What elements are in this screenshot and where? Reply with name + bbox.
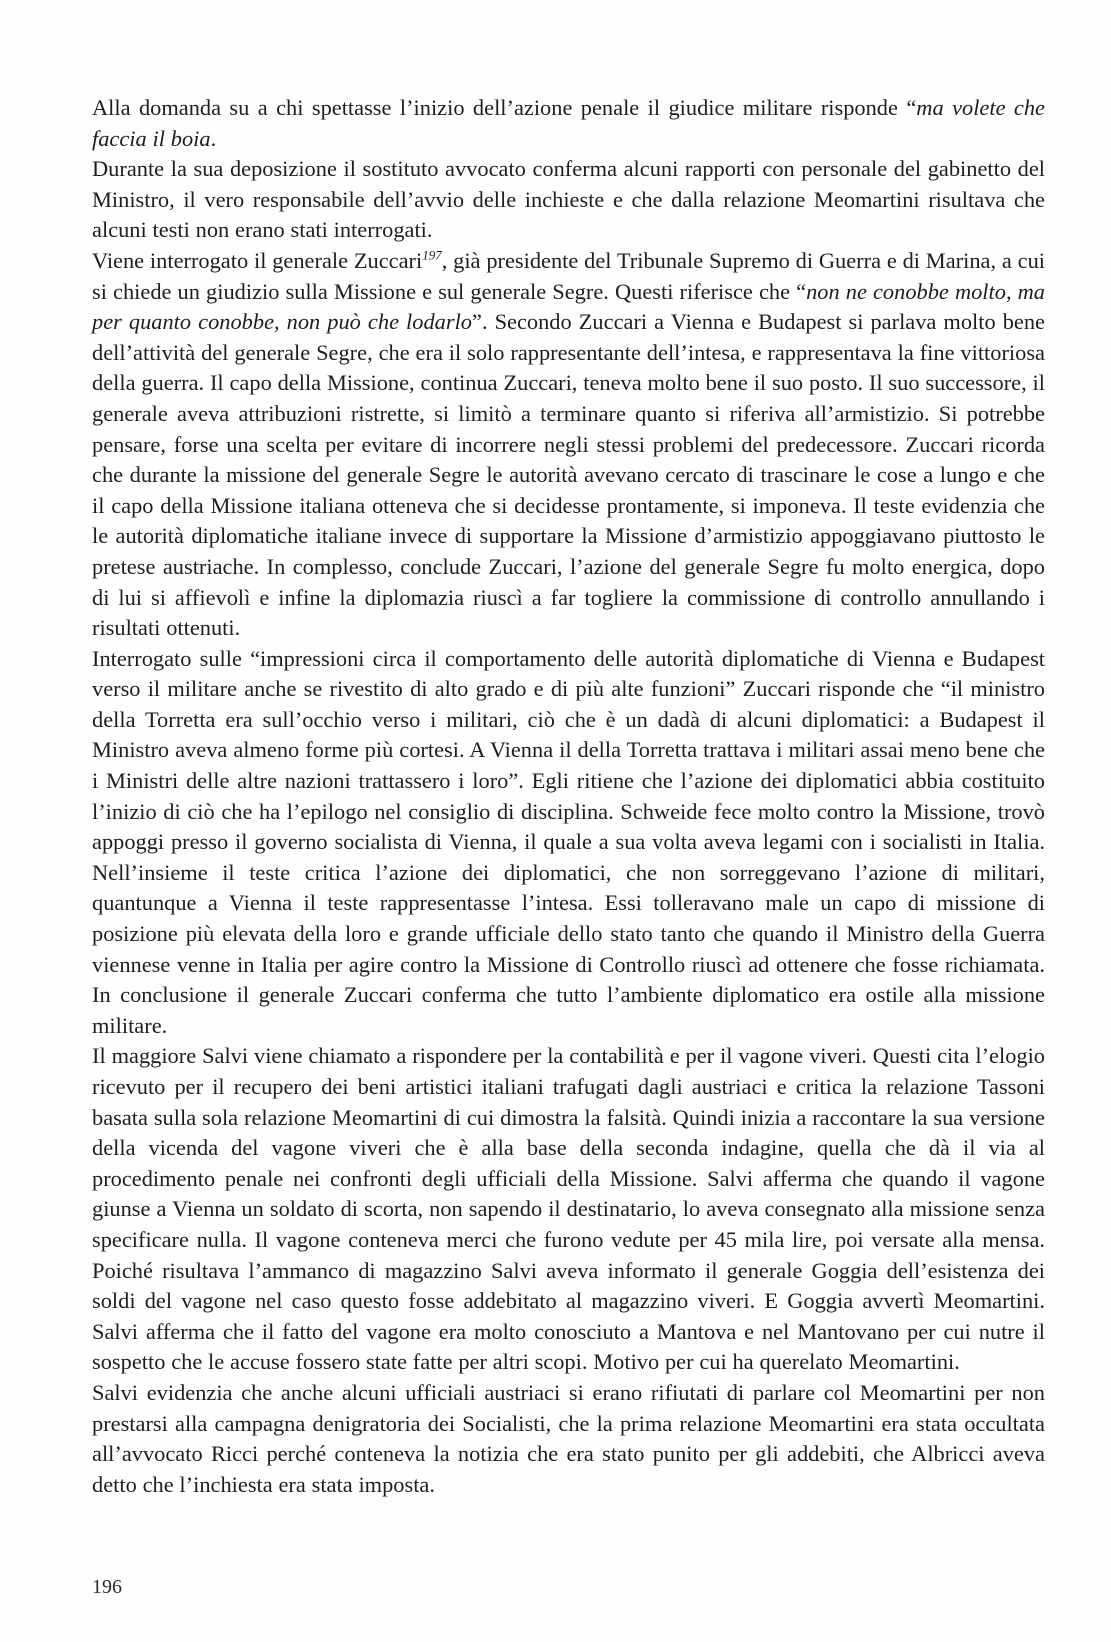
paragraph-1-quote: ma volete che faccia il boia — [92, 95, 1045, 151]
paragraph-3-text-a: Viene interrogato il generale Zuccari — [92, 247, 423, 273]
paragraph-4: Interrogato sulle “impressioni circa il comportamento delle autorità diplomatiche di Vienna e Budapest verso il militare anche se rivestito di alto grado e di più alte funzioni” Zuccari risponde che “il ministro della Torretta era sull’occhio verso i militari, ciò che è un dadà di alcuni diplomatici: a Budapest il Ministro aveva almeno forme più cortesi. A Vienna il della Torretta trattava i militari assai meno bene che i Ministri delle altre nazioni trattassero i loro”. Egli ritiene che l’azione dei diplomatici abbia costituito l’inizio di ciò che ha l’epilogo nel consiglio di disciplina. Schweide fece molto contro la Missione, trovò appoggi presso il governo socialista di Vienna, il quale a sua volta aveva legami con i socialisti in Italia. Nell’insieme il teste critica l’azione dei diplomatici, che non sorreggevano l’azione di militari, quantunque a Vienna il teste rappresentasse l’intesa. Essi tolleravano male un capo di missione di posizione più elevata della loro e grande ufficiale dello stato tanto che quando il Ministro della Guerra viennese venne in Italia per agire contro la Missione di Controllo riuscì ad ottenere che fosse richiamata. In conclusione il generale Zuccari conferma che tutto l’ambiente diplomatico era ostile alla missione militare. — [92, 645, 1045, 1038]
paragraph-5: Il maggiore Salvi viene chiamato a rispondere per la contabilità e per il vagone viveri. Questi cita l’elogio ricevuto per il recupero dei beni artistici italiani trafugati dagli austriaci e critica la relazione Tassoni basata sulla sola relazione Meomartini di cui dimostra la falsità. Quindi inizia a raccontare la sua versione della vicenda del vagone viveri che è alla base della seconda indagine, quella che dà il via al procedimento penale nei confronti degli ufficiali della Missione. Salvi afferma che quando il vagone giunse a Vienna un soldato di scorta, non sapendo il destinatario, lo aveva consegnato alla missione senza specificare nulla. Il vagone conteneva merci che furono vedute per 45 mila lire, poi versate alla mensa. Poiché risultava l’ammanco di magazzino Salvi aveva informato il generale Goggia dell’esistenza dei soldi del vagone nel caso questo fosse addebitato al magazzino viveri. E Goggia avvertì Meomartini. Salvi afferma che il fatto del vagone era molto conosciuto a Mantova e nel Mantovano per cui nutre il sospetto che le accuse fossero state fatte per altri scopi. Motivo per cui ha querelato Meomartini. — [92, 1043, 1045, 1375]
paragraph-3-text-b: , già presidente del Tribunale Supremo di Guerra e di Marina, a cui si chiede un giudizio sulla Missione e sul generale Segre. Questi riferisce che “ — [92, 247, 1045, 304]
paragraph-3 — [92, 246, 1045, 644]
paragraph-2: Durante la sua deposizione il sostituto avvocato conferma alcuni rapporti con personale del gabinetto del Ministro, il vero responsabile dell’avvio delle inchieste e che dalla relazione Meomartini risultava che alcuni testi non erano stati interrogati. — [92, 156, 1045, 243]
paragraph-1-text-a: Alla domanda su a chi spettasse l’inizio dell’azione penale il giudice militare risponde “ — [92, 95, 917, 120]
paragraph-1 — [92, 93, 1045, 154]
paragraph-3-text-c: ”. Secondo Zuccari a Vienna e Budapest si parlava molto bene dell’attività del generale Segre, che era il solo rappresentante dell’intesa, e rappresentava la fine vittoriosa della guerra. Il capo della Missione, continua Zuccari, teneva molto bene il suo posto. Il suo successore, il generale aveva attribuzioni ristrette, si limitò a terminare quanto si riferiva all’armistizio. Si potrebbe pensare, forse una scelta per evitare di incorrere negli stessi problemi del predecessore. Zuccari ricorda che durante la missione del generale Segre le autorità avevano cercato di trascinare le cose a lungo e che il capo della Missione italiana otteneva che si decidesse prontamente, si imponeva. Il teste evidenzia che le autorità diplomatiche italiane invece di supportare la Missione d’armistizio appoggiavano piuttosto le pretese austriache. In complesso, conclude Zuccari, l’azione del generale Segre fu molto energica, dopo di lui si affievolì e infine la diplomazia riuscì a far togliere la commissione di controllo annullando i risultati ottenuti. — [92, 309, 1045, 641]
paragraph-1-text-b: . — [210, 125, 217, 151]
footnote-marker: 197 — [422, 247, 442, 263]
paragraph-3-quote: non ne conobbe molto, ma per quanto conobbe, non può che lodarlo — [92, 278, 1046, 335]
paragraph-6: Salvi evidenzia che anche alcuni ufficiali austriaci si erano rifiutati di parlare col Meomartini per non prestarsi alla campagna denigratoria dei Socialisti, che la prima relazione Meomartini era stata occultata all’avvocato Ricci perché conteneva la notizia che era stato punito per gli addebiti, che Albricci aveva detto che l’inchiesta era stata imposta. — [92, 1379, 1045, 1497]
body-text — [92, 93, 1045, 1500]
page-number: 196 — [92, 1576, 122, 1598]
